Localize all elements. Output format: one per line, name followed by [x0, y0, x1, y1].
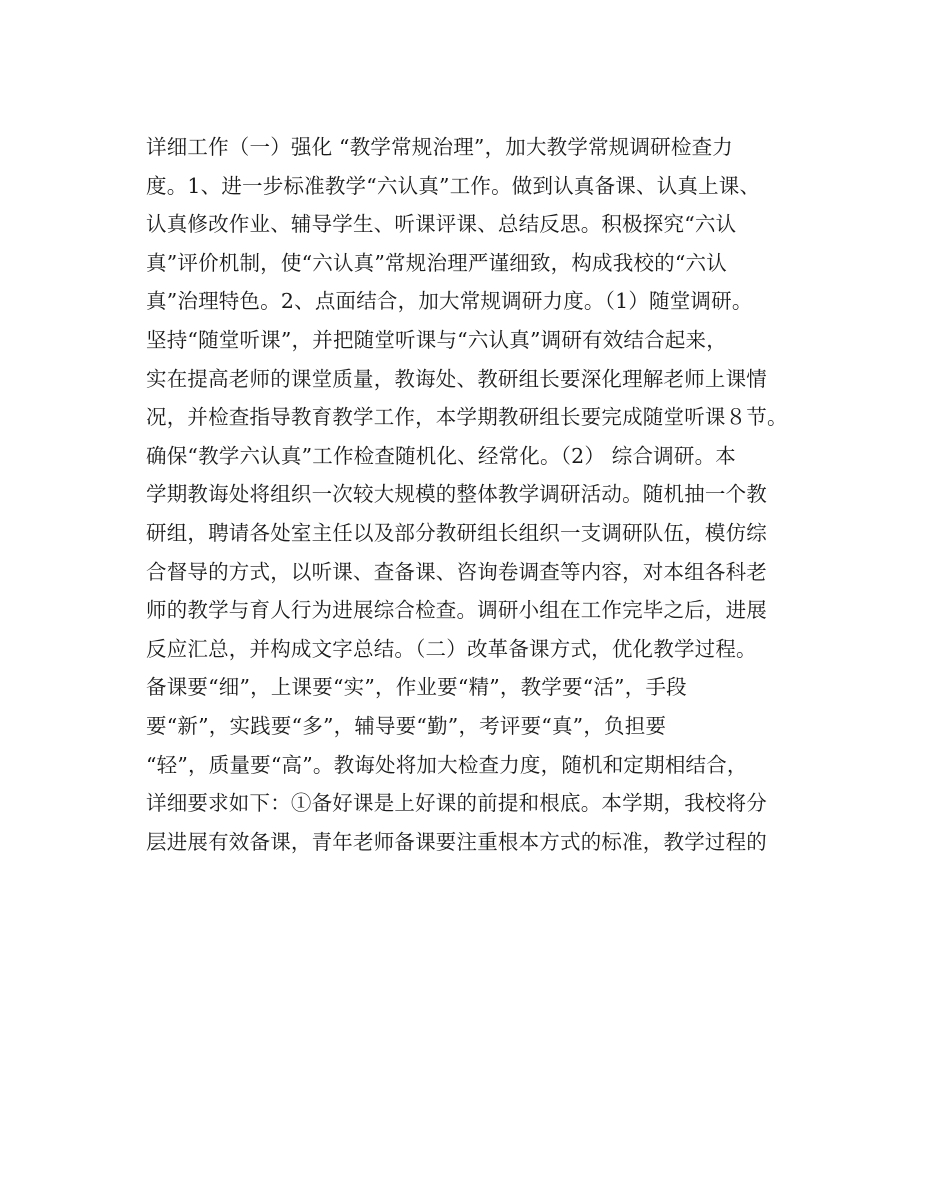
text-line: 层进展有效备课，青年老师备课要注重根本方式的标准，教学过程的	[146, 829, 767, 854]
text-line: 要“新”，实践要“多”，辅导要“勤”，考评要“真”，负担要	[146, 713, 667, 738]
text-line: 反应汇总，并构成文字总结。（二）改革备课方式，优化教学过程。	[146, 636, 757, 661]
text-line: 合督导的方式，以听课、查备课、咨询卷调查等内容，对本组各科老	[146, 559, 767, 584]
text-line: 备课要“细”，上课要“实”，作业要“精”，教学要“活”，手段	[146, 675, 687, 700]
text-line: 实在提高老师的课堂质量，教诲处、教研组长要深化理解老师上课情	[146, 366, 767, 391]
text-line: 详细工作（一）强化 “教学常规治理”，加大教学常规调研检查力	[146, 135, 733, 159]
text-line: 坚持“随堂听课”，并把随堂听课与“六认真”调研有效结合起来，	[146, 327, 727, 352]
text-line: 真”治理特色。2、点面结合，加大常规调研力度。（1）随堂调研。	[146, 289, 753, 314]
text-line: 学期教诲处将组织一次较大规模的整体教学调研活动。随机抽一个教	[146, 482, 767, 507]
text-line: 师的教学与育人行为进展综合检查。调研小组在工作完毕之后，进展	[146, 598, 767, 623]
text-line: 确保“教学六认真”工作检查随机化、经常化。（2） 综合调研。本	[146, 443, 736, 468]
text-line: 真”评价机制，使“六认真”常规治理严谨细致，构成我校的“六认	[146, 250, 727, 275]
text-line: 认真修改作业、辅导学生、听课评课、总结反思。积极探究“六认	[146, 212, 737, 237]
text-line: “轻”，质量要“高”。教诲处将加大检查力度，随机和定期相结合，	[146, 752, 748, 777]
text-line: 况，并检查指导教育教学工作，本学期教研组长要完成随堂听课８节。	[146, 405, 788, 430]
text-line: 详细要求如下：①备好课是上好课的前提和根底。本学期，我校将分	[146, 791, 767, 816]
body-text	[146, 128, 816, 861]
text-line: 度。1、进一步标准教学“六认真”工作。做到认真备课、认真上课、	[146, 173, 761, 198]
text-line: 研组，聘请各处室主任以及部分教研组长组织一支调研队伍，模仿综	[146, 520, 767, 545]
